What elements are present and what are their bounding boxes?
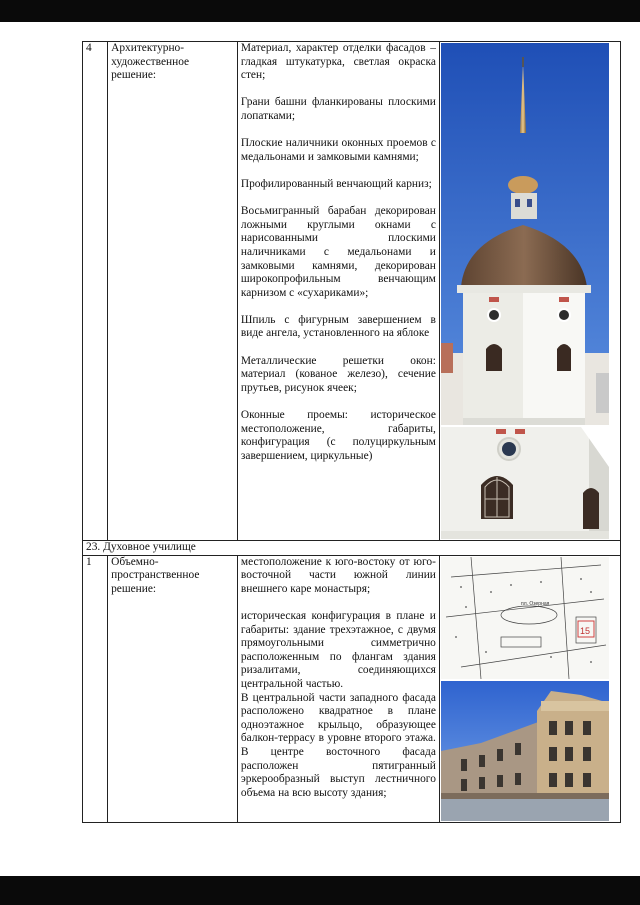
description-paragraph: Грани башни фланкированы плоскими лопатками; [240,96,436,122]
table-row [83,42,621,541]
description-paragraph: историческая конфигурация в плане и габариты: здание трехэтажное, с двумя прямоугольными симметрично расположенным по флангам здания ризалитами, соединяющихся центральной частью. [240,609,436,690]
map-area-label: пл. Озерная [520,600,550,607]
scan-bottom-border [0,876,640,905]
description-paragraph: Восьмигранный барабан декорирован ложными круглыми окнами с нарисованными плоскими наличниками с медальонами и замковыми камнями, декорирован широкопрофильным венчающим карнизом с «сухариками»; [240,205,436,299]
heritage-table [82,41,621,823]
row-number: 1 [83,555,108,822]
section-title: 23. Духовное училище [83,541,621,556]
bell-tower-photo [441,43,609,425]
facade-detail-photo [441,427,609,539]
description-paragraph: Оконные проемы: историческое местоположение, габариты, конфигурация (с полуциркульным завершением, циркульные) [240,409,436,462]
description-paragraph: местоположение к юго-востоку от юго-восточной части южной линии внешнего каре монастыря; [240,555,436,595]
photo-cell [439,555,620,822]
row-title: Архитектурно-художественное решение: [108,42,238,541]
row-description [237,555,439,822]
site-map [441,557,609,679]
row-title: Объемно-пространственное решение: [108,555,238,822]
document-page [0,22,640,876]
description-paragraph: Профилированный венчающий карниз; [240,177,432,190]
seminary-building-photo [441,681,609,821]
map-marker-label: 15 [579,625,590,636]
description-paragraph: В центральной части западного фасада расположено квадратное в плане одноэтажное крыльцо, образующее балкон-террасу в уровне второго этажа. В центре восточного фасада расположен пятигранный эркерообразный выступ лестничного объема на всю высоту здания; [240,691,436,799]
description-paragraph: Плоские наличники оконных проемов с медальонами и замковыми камнями; [240,137,436,163]
description-paragraph: Металлические решетки окон: материал (кованое железо), сечение прутьев, рисунок ячеек; [240,354,436,394]
scan-top-border [0,0,640,22]
row-description [237,42,439,541]
table-row [83,555,621,822]
description-paragraph: Шпиль с фигурным завершением в виде ангела, установленного на яблоке [240,313,436,340]
description-paragraph: Материал, характер отделки фасадов – гладкая штукатурка, светлая окраска стен; [240,42,436,82]
section-row [83,541,621,556]
photo-cell [439,42,620,541]
row-number: 4 [83,42,108,541]
